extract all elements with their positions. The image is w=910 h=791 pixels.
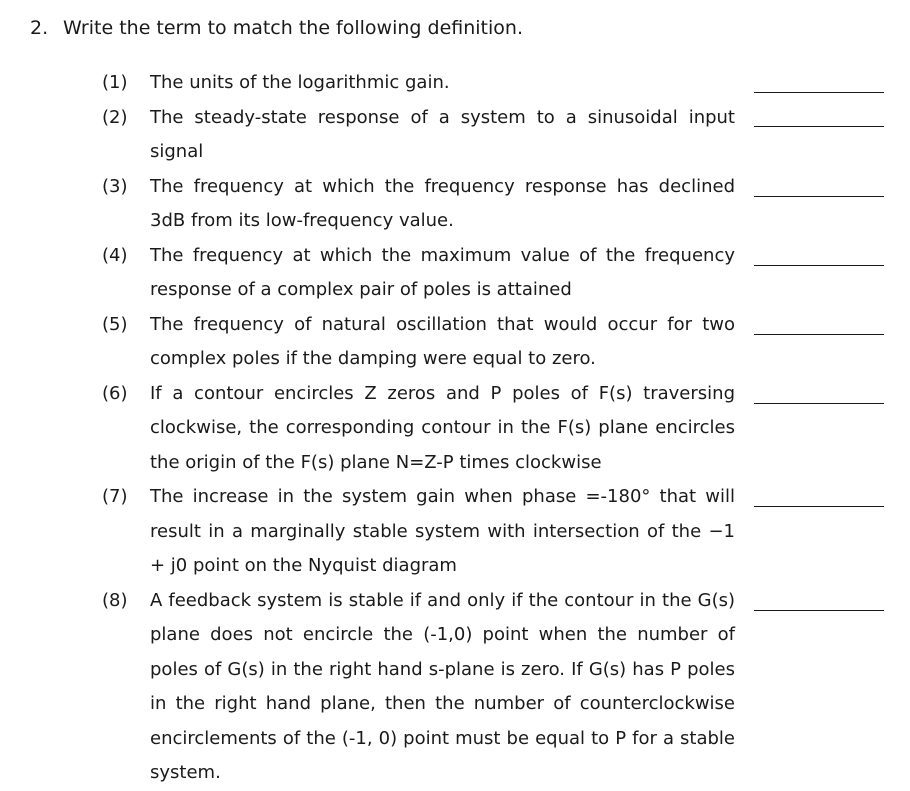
definition-item-4 [102,239,892,308]
question-number: 2. [30,17,49,39]
question-header [30,14,523,42]
definition-item-8 [102,584,892,791]
answer-blank-5[interactable] [754,334,884,335]
answer-blank-3[interactable] [754,196,884,197]
item-number: (2) [102,106,128,128]
definition-item-1 [102,66,892,101]
item-number: (5) [102,313,128,335]
item-definition: A feedback system is stable if and only if the contour in the G(s) plane does not encircle the (-1,0) point when the number of poles of G(s) in the right hand s-plane is zero. If G(s) has P poles in the right hand plane, then the number of counterclockwise encirclements of the (-1, 0) point must be equal to P for a stable system. [150,589,735,783]
item-definition: If a contour encircles Z zeros and P poles of F(s) traversing clockwise, the corresponding contour in the F(s) plane encircles the origin of the F(s) plane N=Z-P times clockwise [150,382,735,473]
item-number: (3) [102,175,128,197]
question-prompt: Write the term to match the following definition. [63,17,523,39]
answer-blank-4[interactable] [754,265,884,266]
item-definition: The frequency at which the frequency response has declined 3dB from its low-frequency value. [150,175,735,231]
item-number: (4) [102,244,128,266]
answer-blank-7[interactable] [754,506,884,507]
definition-item-6 [102,377,892,481]
answer-blank-2[interactable] [754,126,884,127]
definition-item-7 [102,480,892,584]
item-number: (6) [102,382,128,404]
item-definition: The frequency at which the maximum value of the frequency response of a complex pair of poles is attained [150,244,735,300]
item-definition: The units of the logarithmic gain. [150,72,450,93]
definition-item-5 [102,308,892,377]
answer-blank-8[interactable] [754,610,884,611]
item-definition: The steady-state response of a system to a sinusoidal input signal [150,106,735,162]
item-definition: The frequency of natural oscillation that would occur for two complex poles if the damping were equal to zero. [150,313,735,369]
answer-blank-1[interactable] [754,92,884,93]
item-number: (7) [102,486,128,507]
definition-list [102,66,892,791]
item-definition: The increase in the system gain when phase =-180° that will result in a marginally stable system with intersection of the −1 + j0 point on the Nyquist diagram [150,486,735,576]
definition-item-3 [102,170,892,239]
item-number: (1) [102,72,128,93]
item-number: (8) [102,589,128,611]
answer-blank-6[interactable] [754,403,884,404]
definition-item-2 [102,101,892,170]
